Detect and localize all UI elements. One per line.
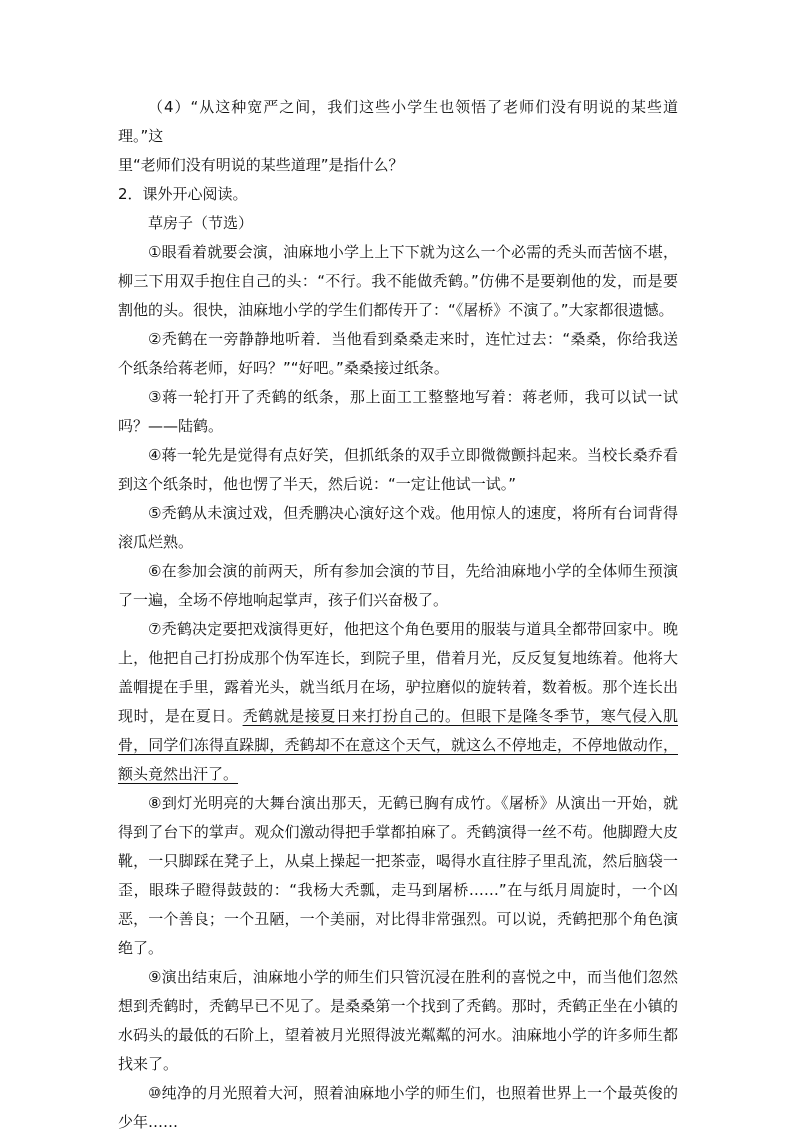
paragraph-2: ②秃鹤在一旁静静地听着．当他看到桑桑走来时，连忙过去：“桑桑，你给我送个纸条给蒋老师，好吗？”“好吧。”桑桑接过纸条。 bbox=[118, 330, 678, 377]
question-4 bbox=[118, 93, 678, 180]
paragraph-5: ⑤秃鹤从未演过戏，但秃鹏决心演好这个戏。他用惊人的速度，将所有台词背得滚瓜烂熟。 bbox=[118, 504, 678, 551]
passage-title: 草房子（节选） bbox=[148, 214, 254, 232]
paragraph-8: ⑧到灯光明亮的大舞台演出那天，无鹤已胸有成竹。《屠桥》从演出一开始，就得到了台下的掌声。观众们激动得把手掌都拍麻了。秃鹤演得一丝不苟。他脚蹬大皮靴，一只脚踩在凳子上，从桌上操起一把茶壶，喝得水直往脖子里乱流，然后脑袋一歪，眼珠子瞪得鼓鼓的：“我杨大秃瓢，走马到屠桥……”在与纸月周旋时，一个凶恶，一个善良；一个丑陋，一个美丽，对比得非常强烈。可以说，秃鹤把那个角色演绝了。 bbox=[118, 794, 678, 957]
section-2-heading: 2．课外开心阅读。 bbox=[118, 185, 248, 203]
paragraph-7-text: ⑦秃鹤决定要把戏演得更好，他把这个角色要用的服装与道具全都带回家中。晚上，他把自己打扮成那个伪军连长，到院子里，借着月光，反反复复地练着。他将大盖帽提在手里，露着光头，就当纸月在场，驴拉磨似的旋转着，数着板。那个连长出现时，是在夏日。 bbox=[118, 620, 678, 725]
paragraph-3: ③蒋一轮打开了秃鹤的纸条，那上面工工整整地写着：蒋老师，我可以试一试吗？——陆鹤。 bbox=[118, 388, 678, 435]
document-content bbox=[118, 93, 678, 1137]
paragraph-7-underlined-text: 秃鹤就是接夏日来打扮自己的。但眼下是隆冬季节，寒气侵入肌骨，同学们冻得直跺脚，秃鹤却不在意这个天气，就这么不停地走，不停地做动作，额头竟然出汗了。 bbox=[118, 707, 678, 783]
paragraph-10: ⑩纯净的月光照着大河，照着油麻地小学的师生们，也照着世界上一个最英俊的少年…… bbox=[118, 1084, 678, 1131]
paragraph-1: ①眼看着就要会演，油麻地小学上上下下就为这么一个必需的秃头而苦恼不堪，柳三下用双手抱住自己的头：“不行。我不能做秃鹤。”仿佛不是要剃他的发，而是要割他的头。很快，油麻地小学的学生们都传开了：“《屠桥》不演了。”大家都很遗憾。 bbox=[118, 243, 678, 319]
paragraph-7 bbox=[118, 615, 678, 789]
question-4-line2: 里“老师们没有明说的某些道理”是指什么？ bbox=[118, 156, 404, 174]
paragraph-9: ⑨演出结束后，油麻地小学的师生们只管沉浸在胜利的喜悦之中，而当他们忽然想到秃鹤时，秃鹤早已不见了。是桑桑第一个找到了秃鹤。那时，秃鹤正坐在小镇的水码头的最低的石阶上，望着被月光照得波光粼粼的河水。油麻地小学的许多师生都找来了。 bbox=[118, 968, 678, 1073]
paragraph-4: ④蒋一轮先是觉得有点好笑，但抓纸条的双手立即微微颤抖起来。当校长桑乔看到这个纸条时，他也愣了半天，然后说：“一定让他试一试。” bbox=[118, 446, 678, 493]
paragraph-6: ⑥在参加会演的前两天，所有参加会演的节目，先给油麻地小学的全体师生预演了一遍，全场不停地响起掌声，孩子们兴奋极了。 bbox=[118, 562, 678, 609]
question-4-line1: （4）“从这种宽严之间，我们这些小学生也领悟了老师们没有明说的某些道理。”这 bbox=[118, 98, 678, 145]
